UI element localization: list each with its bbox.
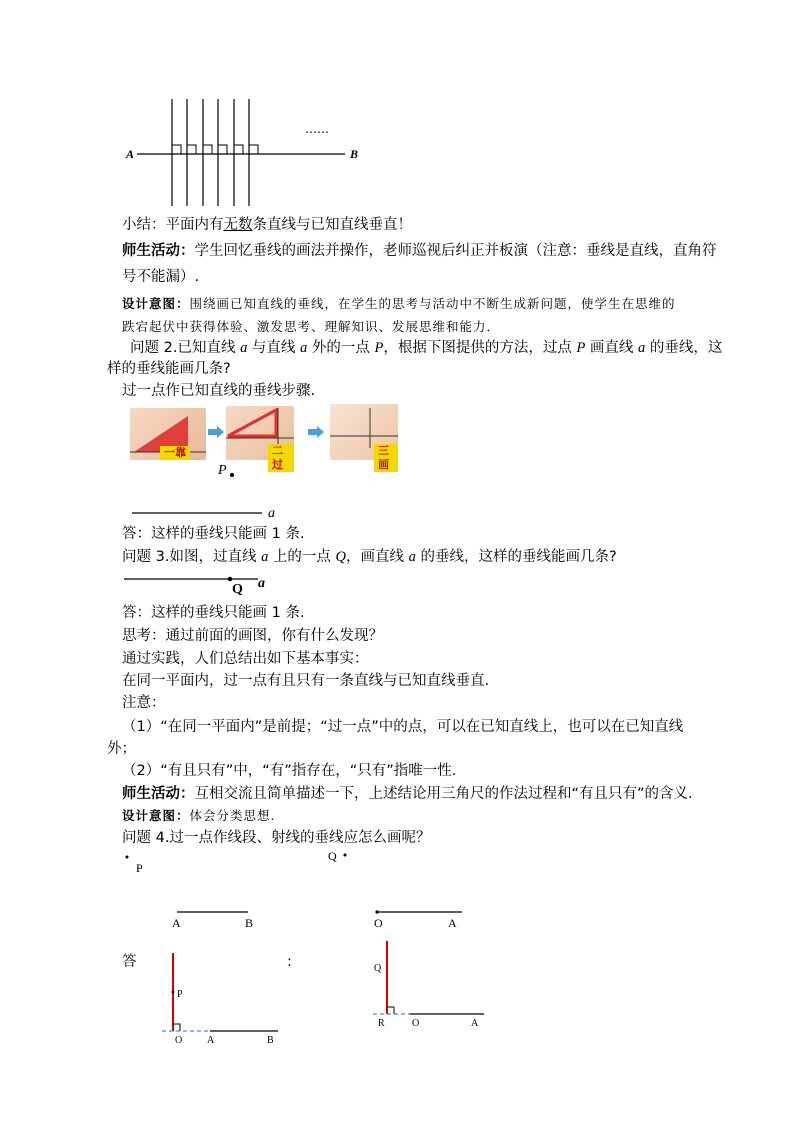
note-1-cont: 外；	[107, 741, 136, 757]
point-q-label: Q	[232, 582, 243, 597]
point-p-label: P	[218, 463, 227, 478]
question-2-cont: 样的垂线能画几条?	[107, 361, 231, 377]
step-tag-2: 二过	[268, 444, 294, 472]
label-p-q4: P	[136, 861, 143, 875]
answer-4: 答	[122, 954, 137, 970]
intent-1-cont: 跌宕起伏中获得体验、激发思考、理解知识、发展思维和能力．	[122, 319, 501, 334]
answer-2: 答：这样的垂线只能画 1 条.	[122, 526, 305, 542]
intent-1: 设计意图：围绕画已知直线的垂线，在学生的思考与活动中不断生成新问题，使学生在思维的	[122, 296, 676, 311]
label-q-q4: Q	[328, 849, 337, 863]
label-o-ans-2: O	[412, 1018, 420, 1029]
point-q-dot	[344, 854, 347, 857]
note-2: （2）“有且只有”中，“有”指存在，“只有”指唯一性.	[122, 763, 457, 779]
label-o-ans: O	[175, 1035, 183, 1046]
activity-1: 师生活动：学生回忆垂线的画法并操作，老师巡视后纠正并板演（注意：垂线是直线，直角符	[122, 243, 717, 259]
right-angle-mark-1	[173, 1024, 180, 1031]
think-text: 思考：通过前面的画图，你有什么发现？	[122, 628, 383, 644]
step-tag-3: 三画	[374, 444, 398, 472]
label-b-seg: B	[245, 916, 254, 930]
label-b: B	[350, 147, 359, 161]
question-3: 问题 3.如图，过直线 a 上的一点 Q，画直线 a 的垂线，这样的垂线能画几条?	[122, 549, 617, 565]
line-a-label: a	[268, 506, 275, 521]
label-a-ans: A	[207, 1035, 215, 1046]
label-a-seg: A	[172, 916, 181, 930]
label-a-ans-2: A	[471, 1018, 479, 1029]
label-a-ray: A	[448, 916, 457, 930]
summary-blank: 无数	[223, 217, 253, 233]
answer-4-colon: :	[287, 954, 292, 970]
ellipsis: ……	[305, 122, 329, 136]
question-2: 问题 2.已知直线 a 与直线 a 外的一点 P，根据下图提供的方法，过点 P 画直线 a 的垂线，这	[130, 340, 723, 356]
step-tag-1: 一靠	[160, 446, 190, 460]
note-1: （1）“在同一平面内”是前提；“过一点”中的点，可以在已知直线上，也可以在已知直线	[122, 719, 684, 735]
activity-1-cont: 号不能漏）.	[122, 269, 200, 285]
steps-title: 过一点作已知直线的垂线步骤.	[122, 383, 316, 399]
label-q-ans: Q	[374, 963, 382, 974]
label-b-ans: B	[267, 1035, 274, 1046]
fact-text: 在同一平面内，过一点有且只有一条直线与已知直线垂直.	[122, 673, 490, 689]
answer-3: 答：这样的垂线只能画 1 条.	[122, 605, 305, 621]
intent-2: 设计意图：体会分类思想.	[122, 808, 276, 823]
summary-line: 小结：平面内有无数条直线与已知直线垂直！	[122, 217, 412, 233]
activity-2: 师生活动：互相交流且简单描述一下，上述结论用三角尺的作法过程和“有且只有”的含义．	[122, 786, 703, 802]
point-p-dot	[126, 856, 129, 859]
note-title: 注意：	[122, 695, 166, 711]
label-r-ans: R	[378, 1018, 385, 1029]
right-angle-mark-2	[387, 1007, 394, 1014]
label-a: A	[126, 147, 135, 161]
question-4: 问题 4.过一点作线段、射线的垂线应怎么画呢？	[122, 830, 431, 846]
point-p-answer	[172, 991, 175, 994]
label-o-ray: O	[374, 916, 383, 930]
label-p-ans: P	[177, 989, 183, 1000]
practice-text: 通过实践，人们总结出如下基本事实：	[122, 651, 369, 667]
line-a-label-2: a	[258, 576, 265, 591]
